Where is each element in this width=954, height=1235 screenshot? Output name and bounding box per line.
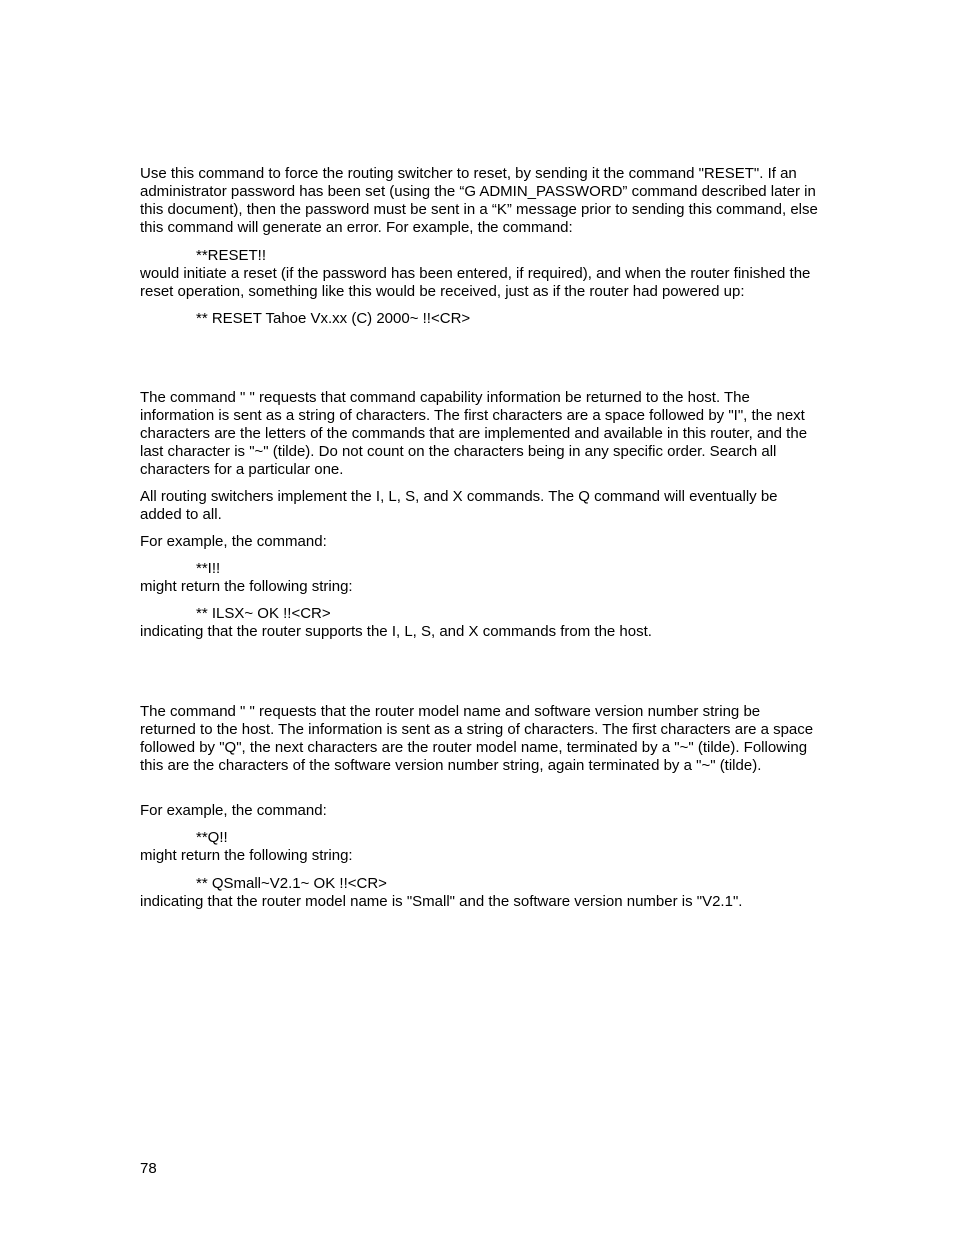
capability-intro-paragraph: The command " " requests that command capability information be returned to the host. The information is sent as a string of characters. The first characters are a space followed by "I", the next characters are the letters of the commands that are implemented and available in this router, and the last character is "~" (tilde). Do not count on the characters being in any specific order. Search all characters for a particular one. bbox=[140, 389, 808, 478]
page-number: 78 bbox=[140, 1160, 157, 1177]
model-example-response: ** QSmall~V2.1~ OK !!<CR> bbox=[196, 875, 387, 892]
capability-example-command: **I!! bbox=[196, 560, 221, 577]
reset-after-command-paragraph: would initiate a reset (if the password has been entered, if required), and when the router finished the reset operation, something like this would be received, just as if the router had powered up: bbox=[140, 265, 811, 300]
model-intro-paragraph: The command " " requests that the router model name and software version number string be returned to the host. The information is sent as a string of characters. The first characters are a space followed by "Q", the next characters are the router model name, terminated by a "~" (tilde). Following this are the characters of the software version number string, again terminated by a "~" (tilde). bbox=[140, 703, 814, 774]
reset-intro-paragraph: Use this command to force the routing switcher to reset, by sending it the command "RESET". If an administrator password has been set (using the “G ADMIN_PASSWORD” command described later in this document), then the password must be sent in a “K” message prior to sending this command, else this command will generate an error. For example, the command: bbox=[140, 165, 818, 236]
model-conclusion: indicating that the router model name is "Small" and the software version number is "V2.1". bbox=[140, 893, 743, 910]
model-example-lead: For example, the command: bbox=[140, 802, 327, 819]
capability-note-paragraph: All routing switchers implement the I, L, S, and X commands. The Q command will eventually be added to all. bbox=[140, 488, 778, 523]
reset-example-command: **RESET!! bbox=[196, 247, 267, 264]
capability-return-lead: might return the following string: bbox=[140, 578, 353, 595]
reset-example-response: ** RESET Tahoe Vx.xx (C) 2000~ !!<CR> bbox=[196, 310, 471, 327]
model-example-command: **Q!! bbox=[196, 829, 228, 846]
capability-conclusion: indicating that the router supports the I, L, S, and X commands from the host. bbox=[140, 623, 652, 640]
capability-example-response: ** ILSX~ OK !!<CR> bbox=[196, 605, 331, 622]
capability-example-lead: For example, the command: bbox=[140, 533, 327, 550]
model-return-lead: might return the following string: bbox=[140, 847, 353, 864]
